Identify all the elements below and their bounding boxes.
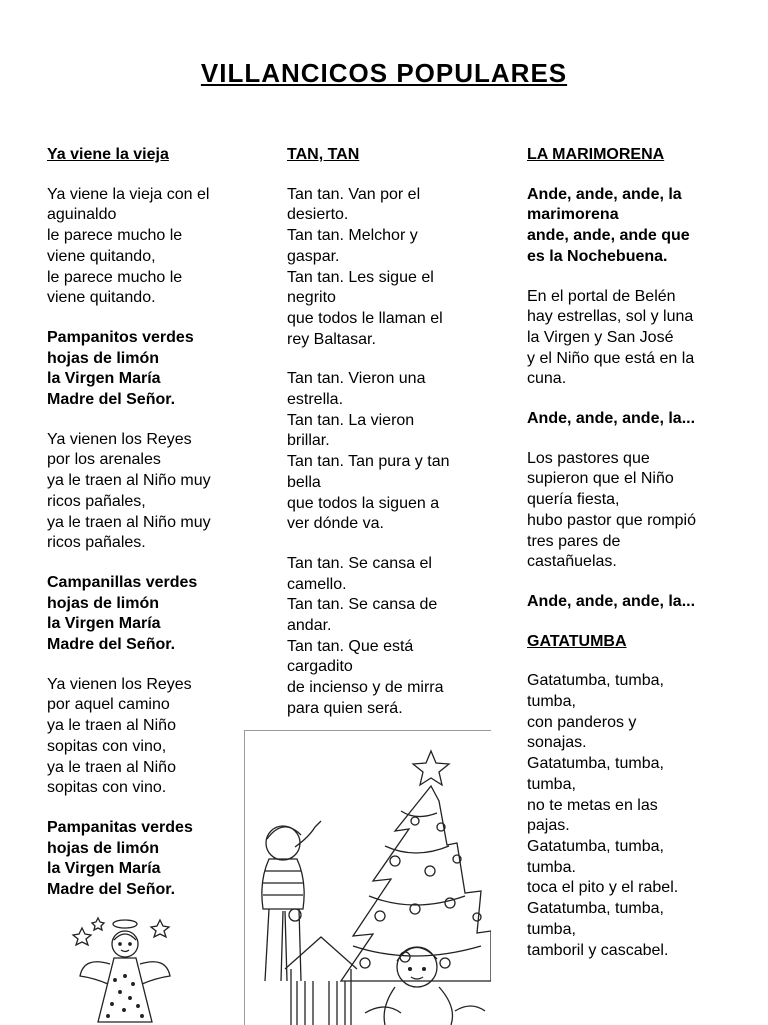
lyric-line: andar. — [287, 617, 332, 635]
lyric-line: sopitas con vino, — [47, 737, 167, 755]
lyric-line: ver dónde va. — [287, 515, 384, 533]
column-ya-viene-la-vieja — [47, 145, 247, 920]
lyric-line: Gatatumba, tumba, — [527, 755, 664, 773]
lyric-line: Ya vienen los Reyes — [47, 675, 192, 693]
lyric-line: Pampanitas verdes — [47, 818, 193, 836]
lyric-line: marimorena — [527, 206, 619, 224]
lyric-line: para quien será. — [287, 699, 403, 717]
lyric-line: Tan tan. Les sigue el — [287, 268, 434, 286]
page-title: VILLANCICOS POPULARES — [200, 58, 568, 88]
column-la-marimorena — [527, 145, 727, 980]
lyric-line: no te metas en las — [527, 796, 658, 814]
lyric-line: Ande, ande, ande, la — [527, 185, 682, 203]
lyric-line: Campanillas verdes — [47, 573, 198, 591]
song-title: GATATUMBA — [527, 632, 627, 650]
lyric-line: ya le traen al Niño — [47, 758, 176, 776]
verse-stanza — [47, 430, 247, 554]
lyric-line: Tan tan. Van por el — [287, 185, 421, 203]
lyric-line: ande, ande, ande que — [527, 227, 690, 245]
lyric-line: ya le traen al Niño — [47, 717, 176, 735]
lyric-line: Ande, ande, ande, la... — [527, 592, 696, 610]
lyric-line: pajas. — [527, 817, 570, 835]
lyric-line: la Virgen María — [47, 860, 161, 878]
verse-stanza — [287, 554, 487, 720]
lyric-line: desierto. — [287, 206, 349, 224]
lyric-line: hojas de limón — [47, 349, 160, 367]
lyric-line: de incienso y de mirra — [287, 679, 444, 697]
lyric-line: Madre del Señor. — [47, 881, 176, 899]
lyric-line: estrella. — [287, 391, 344, 409]
lyric-line: es la Nochebuena. — [527, 247, 668, 265]
lyric-line: brillar. — [287, 432, 330, 450]
lyric-line: Gatatumba, tumba, — [527, 672, 664, 690]
lyric-line: que todos le llaman el — [287, 309, 443, 327]
lyric-line: rey Baltasar. — [287, 330, 376, 348]
lyric-line: hojas de limón — [47, 839, 160, 857]
lyric-line: Pampanitos verdes — [47, 328, 194, 346]
column-tan-tan — [287, 145, 487, 739]
lyric-line: Tan tan. Que está — [287, 637, 414, 655]
lyric-line: Tan tan. Melchor y — [287, 227, 418, 245]
chorus-stanza — [527, 185, 727, 268]
lyric-line: viene quitando, — [47, 247, 156, 265]
lyric-line: por aquel camino — [47, 696, 170, 714]
lyric-line: tamboril y cascabel. — [527, 941, 669, 959]
lyric-line: ricos pañales, — [47, 492, 146, 510]
lyric-line: tumba. — [527, 858, 576, 876]
lyric-line: Gatatumba, tumba, — [527, 837, 664, 855]
lyric-line: hojas de limón — [47, 594, 160, 612]
lyric-line: viene quitando. — [47, 289, 156, 307]
lyric-line: supieron que el Niño — [527, 470, 674, 488]
lyric-line: sonajas. — [527, 734, 587, 752]
lyric-line: sopitas con vino. — [47, 779, 167, 797]
chorus-stanza — [47, 818, 247, 901]
lyric-line: Ande, ande, ande, la... — [527, 410, 696, 428]
lyric-line: tumba, — [527, 693, 576, 711]
lyric-line: Gatatumba, tumba, — [527, 900, 664, 918]
lyric-line: ya le traen al Niño muy — [47, 513, 211, 531]
lyric-line: ya le traen al Niño muy — [47, 472, 211, 490]
song-title: Ya viene la vieja — [47, 146, 169, 163]
lyric-line: hay estrellas, sol y luna — [527, 308, 694, 326]
lyric-line: bella — [287, 473, 321, 491]
chorus-stanza — [527, 592, 727, 613]
lyric-line: negrito — [287, 289, 336, 307]
lyric-line: Madre del Señor. — [47, 391, 176, 409]
lyric-line: Tan tan. Tan pura y tan — [287, 453, 450, 471]
verse-stanza — [527, 287, 727, 391]
lyric-line: hubo pastor que rompió — [527, 511, 696, 529]
lyric-line: cargadito — [287, 658, 353, 676]
christmas-tree-illustration — [244, 730, 491, 1025]
lyric-line: toca el pito y el rabel. — [527, 879, 679, 897]
chorus-stanza — [527, 409, 727, 430]
lyric-line: y el Niño que está en la — [527, 349, 695, 367]
verse-stanza — [287, 369, 487, 535]
angel-illustration — [70, 910, 180, 1024]
lyric-line: la Virgen y San José — [527, 328, 674, 346]
verse-stanza — [287, 185, 487, 351]
chorus-stanza — [47, 573, 247, 656]
lyric-line: que todos la siguen a — [287, 494, 440, 512]
lyric-line: Los pastores que — [527, 449, 650, 467]
lyric-line: tumba, — [527, 775, 576, 793]
lyric-line: tumba, — [527, 920, 576, 938]
verse-stanza — [527, 671, 727, 961]
song-title: TAN, TAN — [287, 146, 360, 163]
lyric-line: le parece mucho le — [47, 268, 183, 286]
lyric-line: por los arenales — [47, 451, 161, 469]
lyric-line: castañuelas. — [527, 553, 617, 571]
lyric-line: cuna. — [527, 370, 567, 388]
lyric-line: Tan tan. Vieron una — [287, 370, 426, 388]
lyric-line: Tan tan. La vieron — [287, 411, 415, 429]
song-title: LA MARIMORENA — [527, 146, 665, 163]
lyric-line: Ya viene la vieja con el — [47, 185, 210, 203]
lyric-line: aguinaldo — [47, 206, 117, 224]
lyric-line: tres pares de — [527, 532, 621, 550]
lyric-line: le parece mucho le — [47, 227, 183, 245]
lyric-line: ricos pañales. — [47, 534, 146, 552]
lyric-line: Tan tan. Se cansa el — [287, 554, 432, 572]
verse-stanza — [527, 449, 727, 573]
verse-stanza — [47, 185, 247, 309]
lyric-line: con panderos y — [527, 713, 637, 731]
lyric-line: la Virgen María — [47, 615, 161, 633]
lyric-line: Tan tan. Se cansa de — [287, 596, 438, 614]
lyric-line: la Virgen María — [47, 370, 161, 388]
verse-stanza — [47, 675, 247, 799]
lyric-line: camello. — [287, 575, 347, 593]
lyric-line: En el portal de Belén — [527, 287, 676, 305]
chorus-stanza — [47, 328, 247, 411]
lyric-line: quería fiesta, — [527, 491, 620, 509]
lyric-line: gaspar. — [287, 247, 340, 265]
lyric-line: Madre del Señor. — [47, 636, 176, 654]
lyric-line: Ya vienen los Reyes — [47, 430, 192, 448]
